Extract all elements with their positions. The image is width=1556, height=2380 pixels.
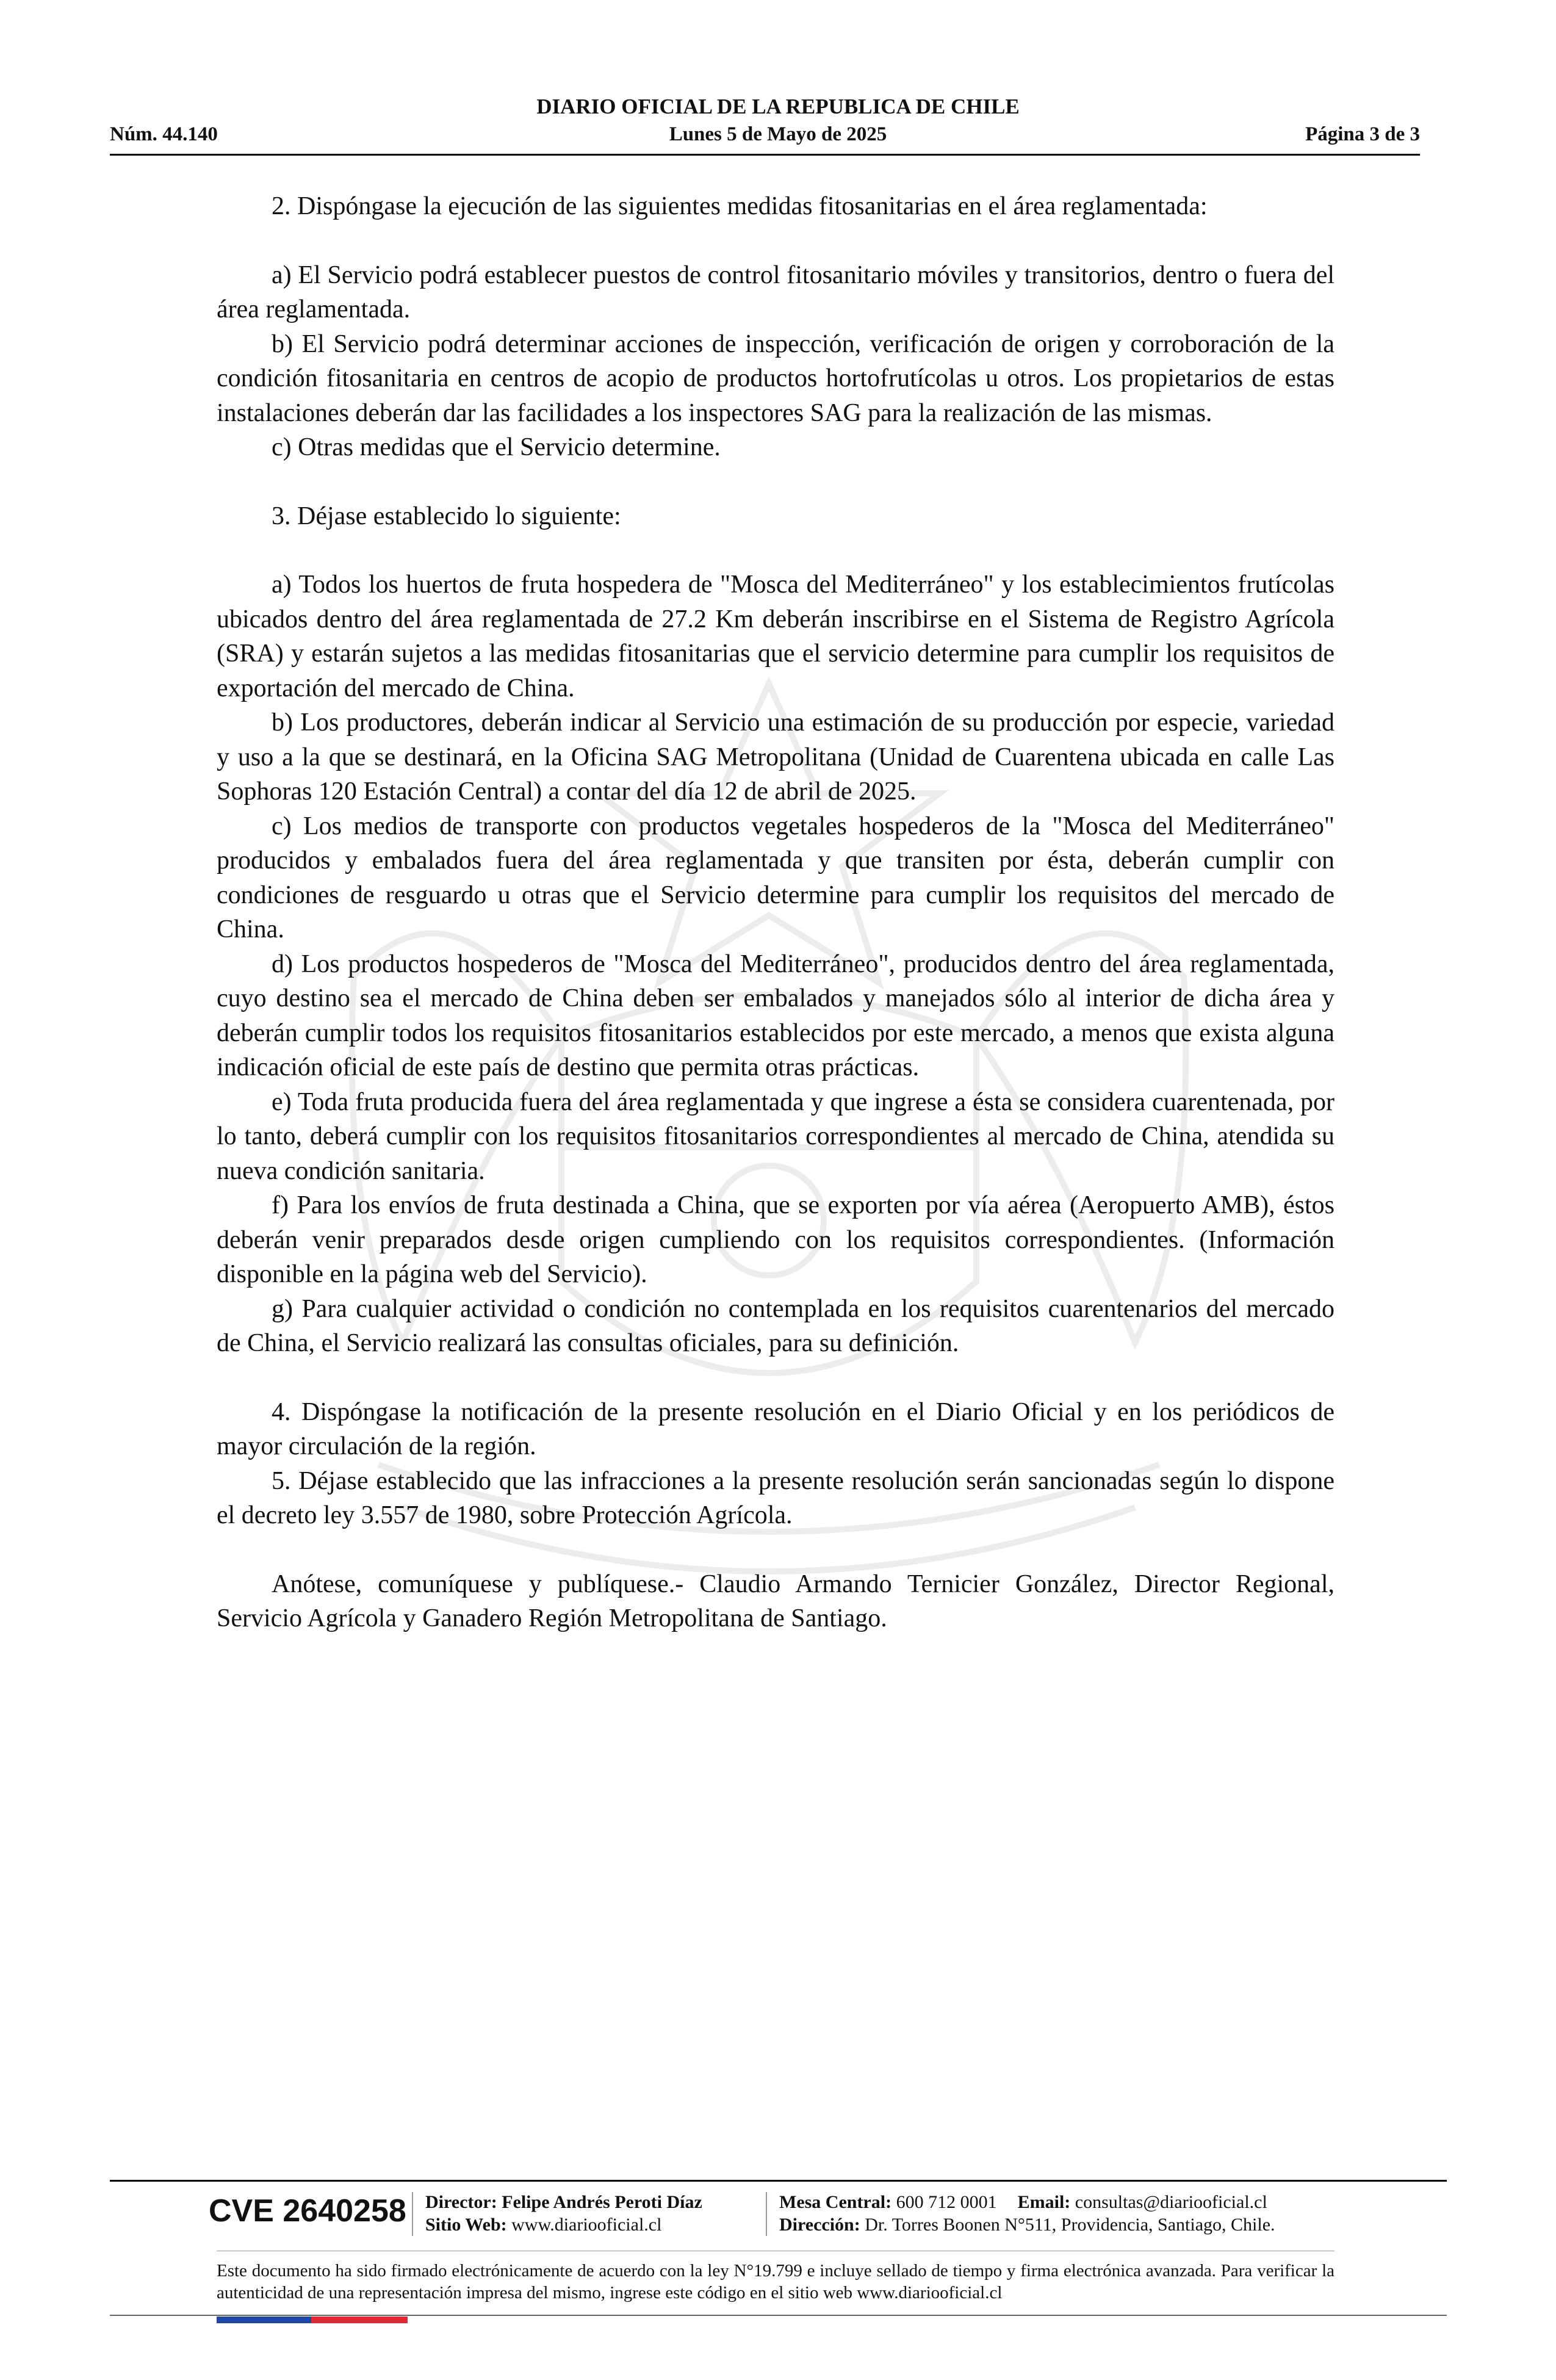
- paragraph: b) El Servicio podrá determinar acciones de inspección, verificación de origen y corroboración de la condición fitosanitaria en centros de acopio de productos hortofrutícolas u otros. Los propietarios de estas instalaciones deberán dar las facilidades a los inspectores SAG para la realización de las mismas.: [217, 330, 1334, 427]
- site-link[interactable]: www.diariooficial.cl: [511, 2215, 662, 2235]
- paragraph: a) El Servicio podrá establecer puestos de control fitosanitario móviles y transitorios, dentro o fuera del área reglamentada.: [217, 261, 1334, 323]
- paragraph: f) Para los envíos de fruta destinada a China, que se exporten por vía aérea (Aeropuerto AMB), éstos deberán venir preparados desde origen cumpliendo con los requisitos correspondientes. (Información disponible en la página web del Servicio).: [217, 1191, 1334, 1288]
- paragraph: 2. Dispóngase la ejecución de las siguientes medidas fitosanitarias en el área reglamentada:: [272, 192, 1208, 220]
- issue-date: Lunes 5 de Mayo de 2025: [669, 123, 887, 145]
- paragraph: d) Los productos hospederos de "Mosca del Mediterráneo", producidos dentro del área reglamentada, cuyo destino sea el mercado de China deben ser embalados y manejados sólo al interior de dicha área y deberán cumplir todos los requisitos fitosanitarios establecidos por este mercado, a menos que exista alguna indicación oficial de este país de destino que permita otras prácticas.: [217, 950, 1334, 1081]
- signature-notice: Este documento ha sido firmado electrónicamente de acuerdo con la ley N°19.799 e incluye sellado de tiempo y firma electrónica avanzada. Para verificar la autenticidad de una representación impresa del mismo, ingrese este código en el sitio web www.diariooficial.cl: [217, 2261, 1334, 2302]
- footer-separator: [766, 2192, 767, 2236]
- address-value: Dr. Torres Boonen N°511, Providencia, Santiago, Chile.: [865, 2215, 1275, 2235]
- paragraph: c) Los medios de transporte con productos vegetales hospederos de la "Mosca del Mediterráneo" producidos y embalados fuera del área reglamentada y que transiten por ésta, deberán cumplir con condiciones de resguardo u otras que el Servicio determine para cumplir los requisitos del mercado de China.: [217, 812, 1334, 943]
- paragraph: c) Otras medidas que el Servicio determine.: [272, 433, 721, 461]
- paragraph: e) Toda fruta producida fuera del área reglamentada y que ingrese a ésta se considera cuarentenada, por lo tanto, deberá cumplir con los requisitos fitosanitarios correspondientes al mercado de China, atendida su nueva condición sanitaria.: [217, 1087, 1334, 1185]
- page-indicator: Página 3 de 3: [1305, 123, 1420, 145]
- paragraph: b) Los productores, deberán indicar al Servicio una estimación de su producción por especie, variedad y uso a la que se destinará, en la Oficina SAG Metropolitana (Unidad de Cuarentena ubicada en calle Las Sophoras 120 Estación Central) a contar del día 12 de abril de 2025.: [217, 709, 1334, 806]
- newspaper-title: DIARIO OFICIAL DE LA REPUBLICA DE CHILE: [536, 95, 1020, 118]
- paragraph: g) Para cualquier actividad o condición no contemplada en los requisitos cuarentenarios del mercado de China, el Servicio realizará las consultas oficiales, para su definición.: [217, 1294, 1334, 1357]
- email-label: Email:: [1017, 2192, 1071, 2212]
- footer-separator: [412, 2192, 413, 2236]
- paragraph: 4. Dispóngase la notificación de la presente resolución en el Diario Oficial y en los periódicos de mayor circulación de la región.: [217, 1397, 1334, 1460]
- footer-contact-info: [779, 2191, 1275, 2236]
- footer-bottom-divider: [110, 2315, 1447, 2316]
- director-label: Director:: [425, 2192, 497, 2212]
- mesa-label: Mesa Central:: [779, 2192, 892, 2212]
- issue-number: Núm. 44.140: [110, 123, 218, 145]
- email-link[interactable]: consultas@diariooficial.cl: [1075, 2192, 1267, 2212]
- document-body: [217, 189, 1334, 1636]
- header-divider: [110, 154, 1420, 156]
- mesa-phone: 600 712 0001: [896, 2192, 997, 2212]
- site-label: Sitio Web:: [425, 2215, 507, 2235]
- footer-director-info: [425, 2191, 702, 2236]
- paragraph: 3. Déjase establecido lo siguiente:: [272, 502, 621, 530]
- address-label: Dirección:: [779, 2215, 860, 2235]
- flag-stripe-blue: [217, 2317, 311, 2323]
- paragraph: a) Todos los huertos de fruta hospedera de "Mosca del Mediterráneo" y los establecimientos frutícolas ubicados dentro del área reglamentada de 27.2 Km deberán inscribirse en el Sistema de Registro Agrícola (SRA) y estarán sujetos a las medidas fitosanitarias que el servicio determine para cumplir los requisitos de exportación del mercado de China.: [217, 571, 1334, 702]
- flag-stripe-red: [311, 2317, 408, 2323]
- cve-code: CVE 2640258: [209, 2193, 406, 2229]
- signature-paragraph: Anótese, comuníquese y publíquese.- Claudio Armando Ternicier González, Director Regional, Servicio Agrícola y Ganadero Región Metropolitana de Santiago.: [217, 1570, 1334, 1632]
- director-name: Felipe Andrés Peroti Díaz: [502, 2192, 702, 2212]
- paragraph: 5. Déjase establecido que las infracciones a la presente resolución serán sancionadas según lo dispone el decreto ley 3.557 de 1980, sobre Protección Agrícola.: [217, 1466, 1334, 1529]
- footer-divider: [110, 2180, 1447, 2182]
